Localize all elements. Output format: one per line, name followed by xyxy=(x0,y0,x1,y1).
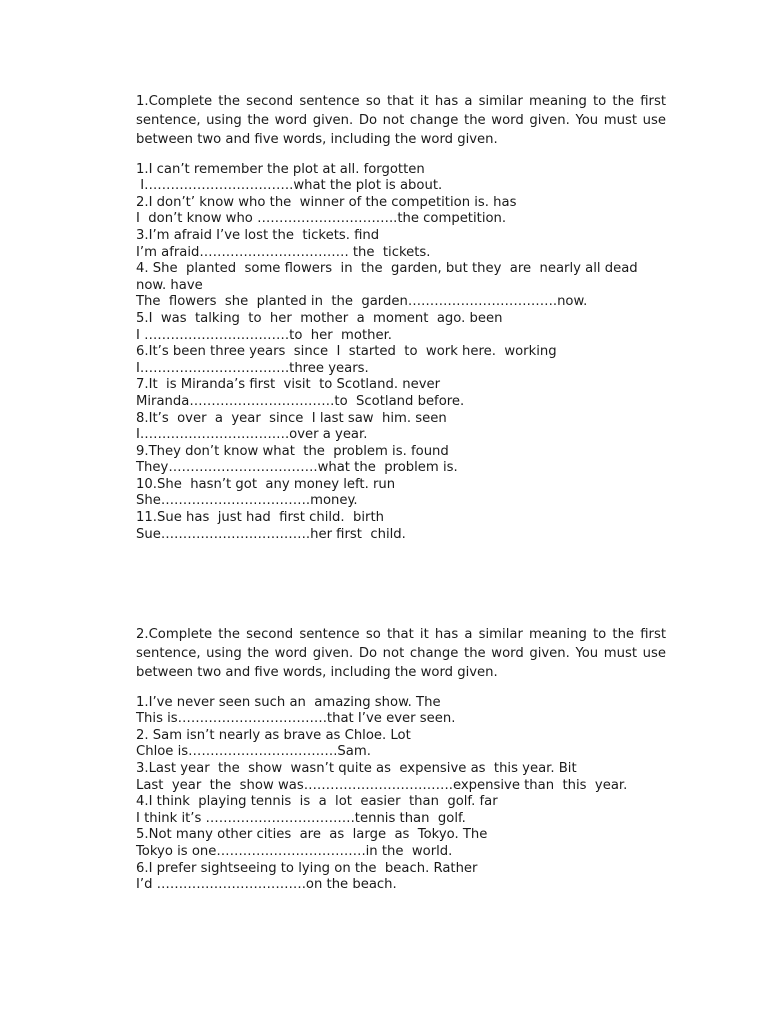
exercise-1 xyxy=(136,92,666,543)
exercise-2-instructions: 2.Complete the second sentence so that it has a similar meaning to the first sentence, using the word given. Do not change the word given. You must use between two and five words, including the word given. xyxy=(136,627,666,681)
exercise-line: 1.I can’t remember the plot at all. forgotten xyxy=(136,161,425,177)
exercise-line: now. have xyxy=(136,277,203,293)
exercise-line: 6.I prefer sightseeing to lying on the beach. Rather xyxy=(136,860,478,876)
exercise-1-items xyxy=(136,162,666,544)
exercise-line: This is…………………………….that I’ve ever seen. xyxy=(136,711,456,727)
exercise-line: 3.Last year the show wasn’t quite as expensive as this year. Bit xyxy=(136,760,577,776)
exercise-line: I…………………………….three years. xyxy=(136,360,369,376)
exercise-2-items xyxy=(136,695,666,894)
exercise-line: 2.I don’t’ know who the winner of the competition is. has xyxy=(136,194,517,210)
exercise-line: Chloe is…………………………….Sam. xyxy=(136,744,371,760)
exercise-line: I’m afraid……………………………. the tickets. xyxy=(136,244,431,260)
exercise-line: Last year the show was…………………………….expensive than this year. xyxy=(136,777,628,793)
exercise-line: The flowers she planted in the garden…………………………….now. xyxy=(136,294,588,310)
exercise-line: 5.I was talking to her mother a moment ago. been xyxy=(136,310,503,326)
exercise-line: 2. Sam isn’t nearly as brave as Chloe. Lot xyxy=(136,727,411,743)
exercise-line: I think it’s …………………………….tennis than golf. xyxy=(136,810,466,826)
exercise-line: Miranda……………………………to Scotland before. xyxy=(136,393,465,409)
exercise-line: 3.I’m afraid I’ve lost the tickets. find xyxy=(136,227,380,243)
exercise-line: 4. She planted some flowers in the garden, but they are nearly all dead xyxy=(136,261,638,277)
exercise-line: 6.It’s been three years since I started to work here. working xyxy=(136,344,557,360)
exercise-2 xyxy=(136,625,666,894)
exercise-line: 7.It is Miranda’s first visit to Scotland. never xyxy=(136,377,441,393)
exercise-line: Sue…………………………….her first child. xyxy=(136,526,406,542)
exercise-line: 5.Not many other cities are as large as Tokyo. The xyxy=(136,827,488,843)
exercise-line: I don’t know who …………………………..the competition. xyxy=(136,211,507,227)
exercise-line: 11.Sue has just had first child. birth xyxy=(136,510,384,526)
exercise-line: 10.She hasn’t got any money left. run xyxy=(136,476,396,492)
exercise-line: I…………………………….over a year. xyxy=(136,427,368,443)
exercise-line: 9.They don’t know what the problem is. found xyxy=(136,443,449,459)
exercise-line: They…………………………….what the problem is. xyxy=(136,460,458,476)
exercise-line: She…………………………….money. xyxy=(136,493,358,509)
exercise-line: I’d …………………………….on the beach. xyxy=(136,877,397,893)
exercise-line: 8.It’s over a year since I last saw him. seen xyxy=(136,410,447,426)
exercise-line: I ……………………………to her mother. xyxy=(136,327,393,343)
exercise-line: 1.I’ve never seen such an amazing show. The xyxy=(136,694,441,710)
exercise-line: Tokyo is one…………………………….in the world. xyxy=(136,843,453,859)
exercise-line: I…………………………….what the plot is about. xyxy=(136,178,443,194)
exercise-1-instructions: 1.Complete the second sentence so that it has a similar meaning to the first sentence, using the word given. Do not change the word given. You must use between two and five words, including the word given. xyxy=(136,94,666,148)
exercise-line: 4.I think playing tennis is a lot easier than golf. far xyxy=(136,794,498,810)
